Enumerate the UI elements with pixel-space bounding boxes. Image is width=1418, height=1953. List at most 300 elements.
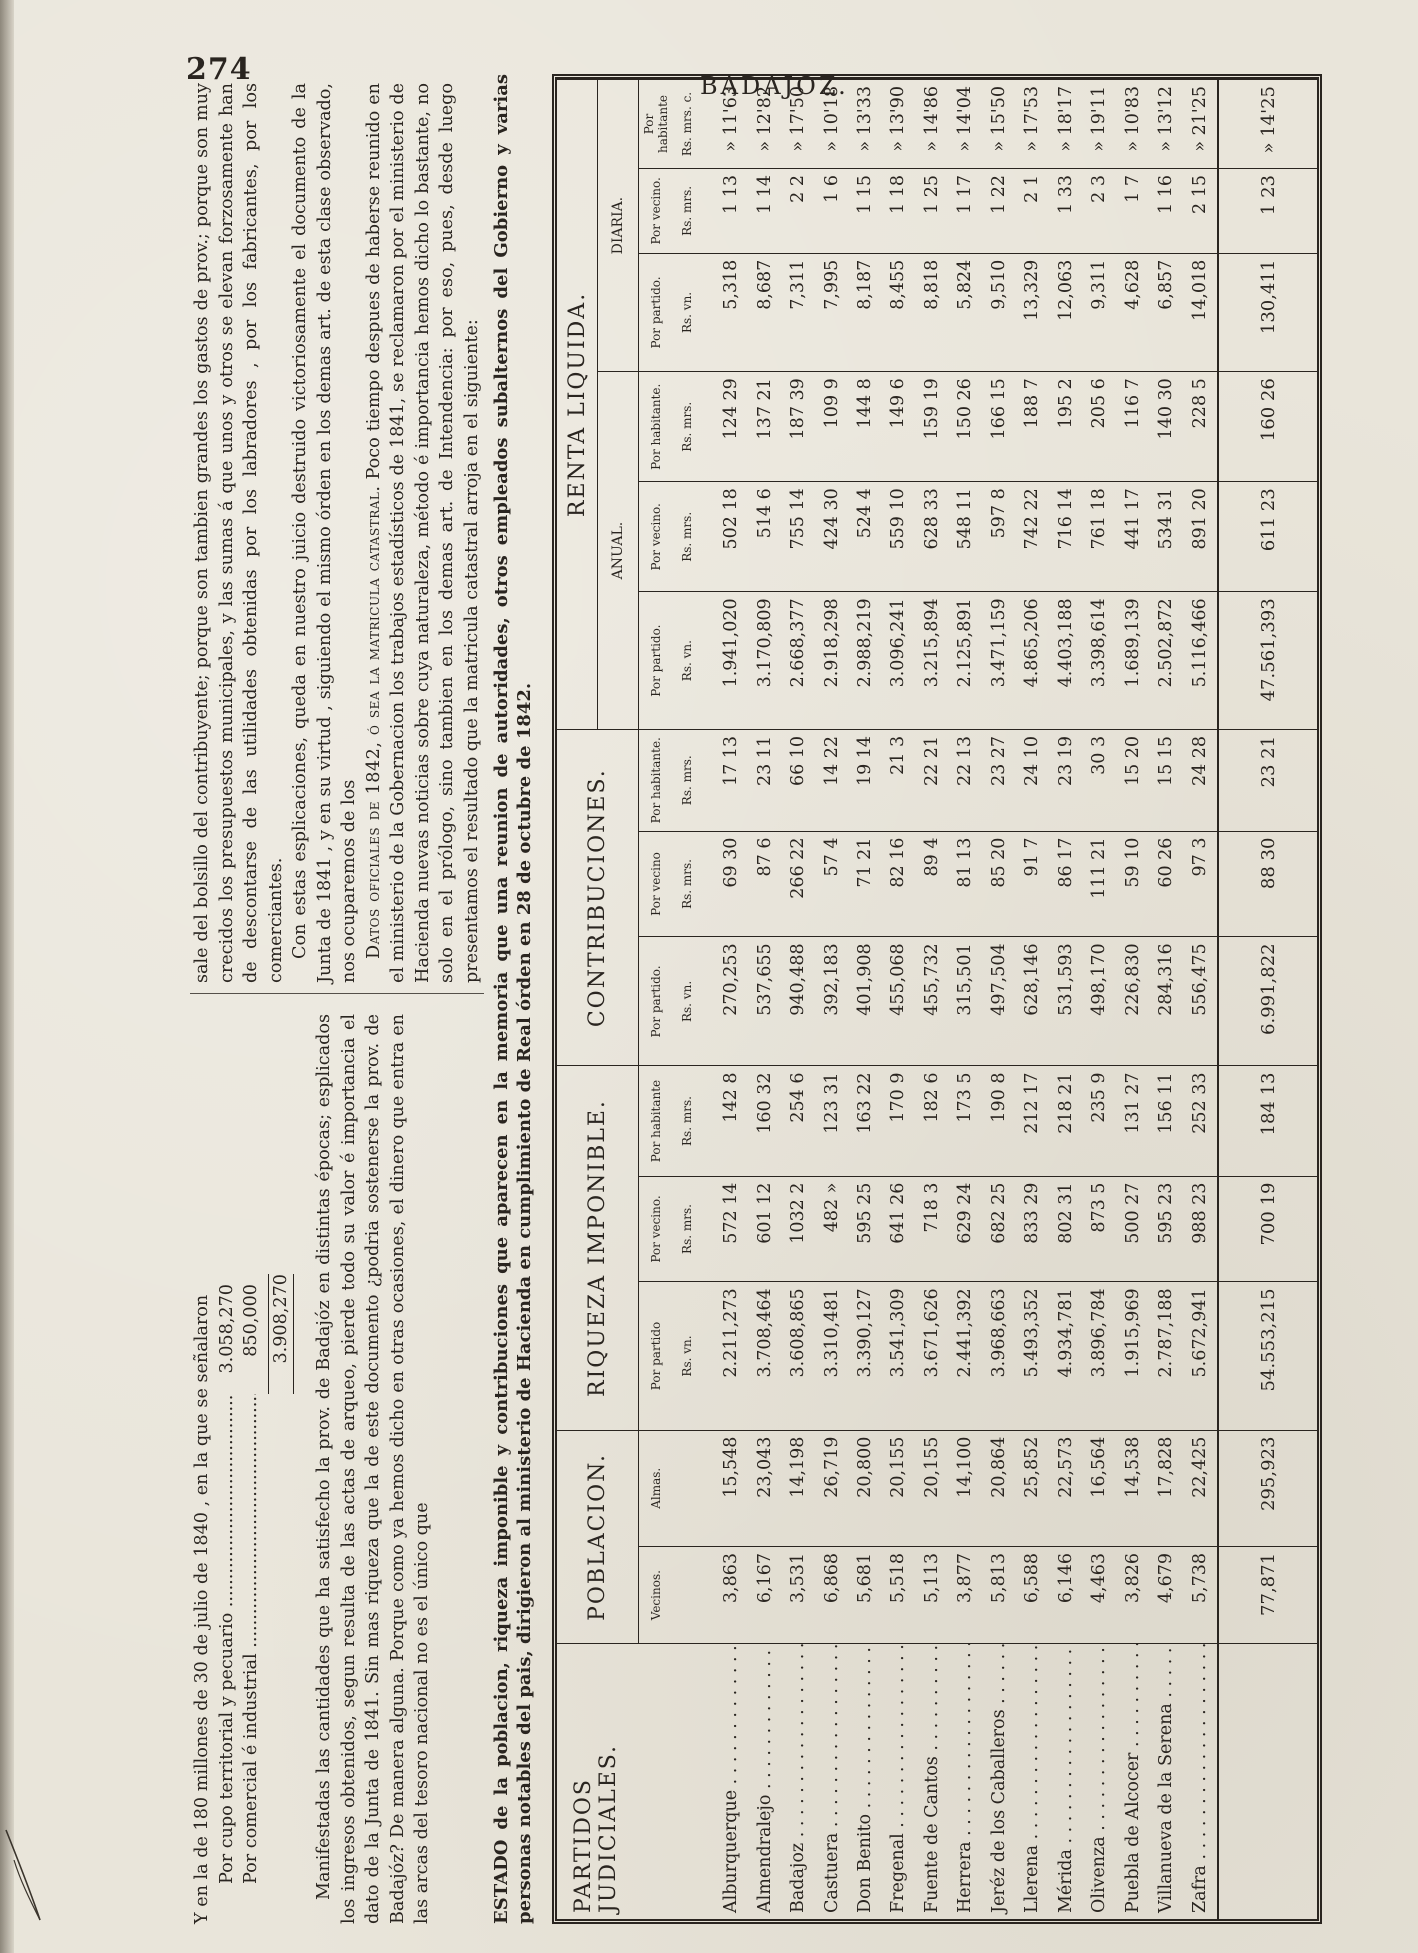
table-row	[1149, 80, 1182, 1920]
cell-con-vecino: 57 4	[815, 831, 848, 937]
estado-caption: ESTADO de la poblacion, riqueza imponible y contribuciones que aparecen en la memoria que una reunion de autoridades, otros empleados subalternos del Gobierno y varias personas notables del pais, dirigieron al ministerio de Hacienda en cumplimiento de Real órden en 28 de octubre de 1842.	[491, 74, 535, 1924]
cell-con-vecino: 82 16	[882, 831, 915, 937]
header-anual: ANUAL.	[598, 372, 639, 730]
cell-con-vecino: 266 22	[781, 831, 814, 937]
unit-rs-mrs: Rs. mrs.	[673, 729, 701, 831]
cell-di-vecino: 1 7	[1116, 169, 1149, 254]
cell-di-partido: 8,818	[915, 253, 948, 372]
total-an-partido: 47.561,393	[1218, 592, 1317, 730]
cell-riq-hab: 190 8	[982, 1066, 1015, 1176]
cell-di-hab: » 17'50	[781, 80, 814, 169]
total-di-hab: » 14'25	[1218, 80, 1317, 169]
cell-con-hab: 23 11	[748, 729, 781, 831]
cell-riq-partido: 2.211,273	[714, 1282, 747, 1430]
table-row	[781, 80, 814, 1920]
cell-con-vecino: 81 13	[949, 831, 982, 937]
cell-con-vecino: 85 20	[982, 831, 1015, 937]
cell-almas: 26,719	[815, 1430, 848, 1546]
partido-name: Fuente de Cantos . . .	[915, 1644, 948, 1919]
cell-almas: 20,800	[848, 1430, 881, 1546]
partido-name: Zafra . . .	[1183, 1644, 1218, 1919]
cell-con-hab: 23 27	[982, 729, 1015, 831]
total-riq-hab: 184 13	[1218, 1066, 1317, 1176]
cell-con-partido: 401,908	[848, 937, 881, 1066]
cell-riq-vecino: 802 31	[1049, 1176, 1082, 1282]
cell-vecinos: 5,813	[982, 1546, 1015, 1643]
cell-con-hab: 23 19	[1049, 729, 1082, 831]
cell-an-hab: 137 21	[748, 372, 781, 482]
cell-an-hab: 150 26	[949, 372, 982, 482]
cell-di-vecino: 1 17	[949, 169, 982, 254]
cell-riq-vecino: 988 23	[1183, 1176, 1218, 1282]
cell-an-vecino: 502 18	[714, 482, 747, 592]
cell-con-partido: 498,170	[1083, 937, 1116, 1066]
cell-an-hab: 140 30	[1149, 372, 1182, 482]
unit-rs-vn: Rs. vn.	[673, 592, 701, 730]
cell-di-vecino: 2 15	[1183, 169, 1218, 254]
budget-label: Por cupo territorial y pecuario .....	[215, 1394, 240, 1884]
cell-riq-partido: 1.915,969	[1116, 1282, 1149, 1430]
cell-riq-hab: 123 31	[815, 1066, 848, 1176]
cell-riq-vecino: 682 25	[982, 1176, 1015, 1282]
header-di-habitante: Por habitante	[639, 80, 674, 169]
statistics-table-frame	[552, 74, 1322, 1924]
budget-total: 3.908,270	[268, 1274, 295, 1394]
header-an-habitante: Por habitante.	[639, 372, 674, 482]
cell-di-vecino: 1 14	[748, 169, 781, 254]
cell-con-partido: 284,316	[1149, 937, 1182, 1066]
cell-an-partido: 2.502,872	[1149, 592, 1182, 730]
cell-con-hab: 21 3	[882, 729, 915, 831]
cell-di-vecino: 1 16	[1149, 169, 1182, 254]
cell-con-vecino: 97 3	[1183, 831, 1218, 937]
cell-riq-vecino: 641 26	[882, 1176, 915, 1282]
cell-riq-hab: 212 17	[1016, 1066, 1049, 1176]
budget-row	[215, 1284, 240, 1884]
unit-rs-mrs: Rs. mrs.	[673, 831, 701, 937]
cell-an-partido: 1.941,020	[714, 592, 747, 730]
cell-an-partido: 4.403,188	[1049, 592, 1082, 730]
header-contribuciones: CONTRIBUCIONES.	[557, 729, 639, 1066]
cell-an-vecino: 716 14	[1049, 482, 1082, 592]
table-row	[1016, 80, 1049, 1920]
cell-di-partido: 6,857	[1149, 253, 1182, 372]
cell-di-partido: 14,018	[1183, 253, 1218, 372]
cell-riq-hab: 160 32	[748, 1066, 781, 1176]
cell-di-hab: » 13'90	[882, 80, 915, 169]
partido-name: Olivenza . . .	[1083, 1644, 1116, 1919]
cell-an-partido: 1.689,139	[1116, 592, 1149, 730]
cell-riq-hab: 218 21	[1049, 1066, 1082, 1176]
cell-di-hab: » 18'17	[1049, 80, 1082, 169]
cell-riq-partido: 4.934,781	[1049, 1282, 1082, 1430]
cell-con-vecino: 60 26	[1149, 831, 1182, 937]
partido-name: Mérida . . .	[1049, 1644, 1082, 1919]
cell-di-partido: 12,063	[1049, 253, 1082, 372]
cell-an-vecino: 514 6	[748, 482, 781, 592]
cell-riq-vecino: 718 3	[915, 1176, 948, 1282]
cell-di-partido: 4,628	[1116, 253, 1149, 372]
cell-almas: 20,155	[882, 1430, 915, 1546]
unit-rs-mrs-c: Rs. mrs. c.	[673, 80, 701, 169]
table-row	[748, 80, 781, 1920]
cell-riq-partido: 3.896,784	[1083, 1282, 1116, 1430]
cell-riq-vecino: 1032 2	[781, 1176, 814, 1282]
rotated-content	[190, 74, 1340, 1924]
cell-di-hab: » 11'63	[714, 80, 747, 169]
cell-riq-vecino: 629 24	[949, 1176, 982, 1282]
cell-riq-hab: 142 8	[714, 1066, 747, 1176]
cell-an-partido: 3.398,614	[1083, 592, 1116, 730]
cell-an-hab: 205 6	[1083, 372, 1116, 482]
cell-con-vecino: 71 21	[848, 831, 881, 937]
header-riqueza: RIQUEZA IMPONIBLE.	[557, 1066, 639, 1430]
header-partidos: PARTIDOS JUDICIALES.	[557, 1644, 701, 1919]
header-di-partido: Por partido.	[639, 253, 674, 372]
running-head: BADAJOZ.	[700, 72, 849, 100]
total-riq-partido: 54.553,215	[1218, 1282, 1317, 1430]
cell-vecinos: 3,826	[1116, 1546, 1149, 1643]
total-riq-vecino: 700 19	[1218, 1176, 1317, 1282]
partido-name: Villanueva de la Serena . . .	[1149, 1644, 1182, 1919]
cell-an-vecino: 534 31	[1149, 482, 1182, 592]
cell-con-vecino: 86 17	[1049, 831, 1082, 937]
cell-con-partido: 556,475	[1183, 937, 1218, 1066]
cell-di-partido: 5,824	[949, 253, 982, 372]
table-row	[714, 80, 747, 1920]
cell-almas: 22,425	[1183, 1430, 1218, 1546]
cell-vecinos: 6,868	[815, 1546, 848, 1643]
header-riq-partido: Por partido	[639, 1282, 674, 1430]
table-body	[701, 80, 1317, 1920]
cell-riq-hab: 163 22	[848, 1066, 881, 1176]
cell-riq-vecino: 595 23	[1149, 1176, 1182, 1282]
cell-an-hab: 116 7	[1116, 372, 1149, 482]
cell-di-vecino: 1 33	[1049, 169, 1082, 254]
total-con-hab: 23 21	[1218, 729, 1317, 831]
partido-name: Almendralejo . . .	[748, 1644, 781, 1919]
cell-con-partido: 497,504	[982, 937, 1015, 1066]
cell-di-partido: 5,318	[714, 253, 747, 372]
cell-almas: 14,198	[781, 1430, 814, 1546]
table-row	[949, 80, 982, 1920]
cell-an-partido: 3.471,159	[982, 592, 1015, 730]
cell-di-partido: 7,995	[815, 253, 848, 372]
cell-con-hab: 14 22	[815, 729, 848, 831]
cell-di-hab: » 15'50	[982, 80, 1015, 169]
header-an-partido: Por partido.	[639, 592, 674, 730]
cell-vecinos: 4,679	[1149, 1546, 1182, 1643]
cell-riq-hab: 170 9	[882, 1066, 915, 1176]
cell-di-hab: » 14'86	[915, 80, 948, 169]
cell-con-hab: 19 14	[848, 729, 881, 831]
cell-an-vecino: 524 4	[848, 482, 881, 592]
header-riq-vecino: Por vecino.	[639, 1176, 674, 1282]
partido-name: Llerena . . .	[1016, 1644, 1049, 1919]
cell-riq-partido: 3.310,481	[815, 1282, 848, 1430]
cell-vecinos: 3,531	[781, 1546, 814, 1643]
cell-con-vecino: 89 4	[915, 831, 948, 937]
cell-di-vecino: 1 13	[714, 169, 747, 254]
cell-riq-hab: 182 6	[915, 1066, 948, 1176]
cell-an-hab: 166 15	[982, 372, 1015, 482]
cell-vecinos: 6,167	[748, 1546, 781, 1643]
cell-riq-vecino: 595 25	[848, 1176, 881, 1282]
table-row	[1049, 80, 1082, 1920]
partido-name: Badajoz . . .	[781, 1644, 814, 1919]
total-an-hab: 160 26	[1218, 372, 1317, 482]
cell-riq-partido: 2.441,392	[949, 1282, 982, 1430]
cell-con-partido: 455,068	[882, 937, 915, 1066]
cell-an-partido: 2.988,219	[848, 592, 881, 730]
cell-vecinos: 5,681	[848, 1546, 881, 1643]
cell-an-vecino: 441 17	[1116, 482, 1149, 592]
paragraph-explicaciones: Con estas esplicaciones, queda en nuestro juicio destruido victoriosamente el documento de la Junta de 1841 , y en su virtud , siguiendo el mismo órden en los demas art. de esta clase observado, nos ocuparemos de los	[290, 83, 359, 983]
cell-vecinos: 6,146	[1049, 1546, 1082, 1643]
cell-riq-hab: 131 27	[1116, 1066, 1149, 1176]
unit-rs-mrs: Rs. mrs.	[673, 372, 701, 482]
cell-di-hab: » 17'53	[1016, 80, 1049, 169]
cell-di-partido: 7,311	[781, 253, 814, 372]
header-poblacion: POBLACION.	[557, 1430, 639, 1644]
cell-almas: 23,043	[748, 1430, 781, 1546]
margin-pencil-mark	[0, 1820, 80, 1940]
cell-vecinos: 3,877	[949, 1546, 982, 1643]
cell-con-hab: 15 20	[1116, 729, 1149, 831]
statistics-table	[557, 79, 1317, 1919]
header-vecinos: Vecinos.	[639, 1546, 674, 1643]
cell-vecinos: 5,738	[1183, 1546, 1218, 1643]
cell-con-hab: 15 15	[1149, 729, 1182, 831]
cell-di-partido: 8,687	[748, 253, 781, 372]
header-con-partido: Por partido.	[639, 937, 674, 1066]
cell-an-partido: 4.865,206	[1016, 592, 1049, 730]
cell-riq-vecino: 572 14	[714, 1176, 747, 1282]
cell-an-vecino: 424 30	[815, 482, 848, 592]
cell-con-hab: 66 10	[781, 729, 814, 831]
paragraph-datos-oficiales	[362, 83, 485, 983]
cell-an-hab: 228 5	[1183, 372, 1218, 482]
cell-almas: 15,548	[714, 1430, 747, 1546]
cell-di-hab: » 13'33	[848, 80, 881, 169]
header-renta: RENTA LIQUIDA.	[557, 80, 598, 730]
cell-an-hab: 187 39	[781, 372, 814, 482]
budget-label: Por comercial é industrial .....	[239, 1394, 264, 1884]
cell-di-vecino: 1 22	[982, 169, 1015, 254]
cell-con-hab: 22 21	[915, 729, 948, 831]
cell-almas: 25,852	[1016, 1430, 1049, 1546]
partido-name: Jeréz de los Caballeros . . .	[982, 1644, 1015, 1919]
total-almas: 295,923	[1218, 1430, 1317, 1546]
unit-rs-vn: Rs. vn.	[673, 1282, 701, 1430]
cell-almas: 17,828	[1149, 1430, 1182, 1546]
cell-con-hab: 24 10	[1016, 729, 1049, 831]
table-row	[882, 80, 915, 1920]
cell-an-partido: 2.668,377	[781, 592, 814, 730]
cell-con-partido: 537,655	[748, 937, 781, 1066]
table-row	[1183, 80, 1218, 1920]
partido-name: Alburquerque . . .	[714, 1644, 747, 1919]
header-di-vecino: Por vecino.	[639, 169, 674, 254]
cell-di-partido: 9,510	[982, 253, 1015, 372]
totals-row	[1218, 80, 1317, 1920]
cell-di-vecino: 1 15	[848, 169, 881, 254]
cell-di-vecino: 2 2	[781, 169, 814, 254]
cell-an-vecino: 742 22	[1016, 482, 1049, 592]
cell-con-hab: 17 13	[714, 729, 747, 831]
cell-di-vecino: 1 25	[915, 169, 948, 254]
binding-shadow	[0, 0, 14, 1953]
intro-line: Y en la de 180 millones de 30 de julio de 1840 , en la que se señalaron	[192, 1294, 212, 1924]
cell-almas: 14,100	[949, 1430, 982, 1546]
table-row	[815, 80, 848, 1920]
cell-riq-vecino: 482 »	[815, 1176, 848, 1282]
cell-con-vecino: 59 10	[1116, 831, 1149, 937]
partido-name: Fregenal . . .	[882, 1644, 915, 1919]
cell-an-hab: 149 6	[882, 372, 915, 482]
total-con-vecino: 88 30	[1218, 831, 1317, 937]
table-row	[1116, 80, 1149, 1920]
unit-rs-mrs: Rs. mrs.	[673, 1066, 701, 1176]
cell-an-hab: 124 29	[714, 372, 747, 482]
cell-riq-partido: 3.968,663	[982, 1282, 1015, 1430]
cell-riq-partido: 2.787,188	[1149, 1282, 1182, 1430]
cell-con-hab: 24 28	[1183, 729, 1218, 831]
cell-almas: 14,538	[1116, 1430, 1149, 1546]
cell-an-vecino: 559 10	[882, 482, 915, 592]
table-row	[982, 80, 1015, 1920]
cell-riq-partido: 3.671,626	[915, 1282, 948, 1430]
cell-almas: 20,155	[915, 1430, 948, 1546]
budget-row	[239, 1284, 264, 1884]
total-con-partido: 6.991,822	[1218, 937, 1317, 1066]
cell-an-partido: 2.125,891	[949, 592, 982, 730]
partido-name: Herrera . . .	[949, 1644, 982, 1919]
cell-an-vecino: 548 11	[949, 482, 982, 592]
cell-an-hab: 159 19	[915, 372, 948, 482]
cell-di-vecino: 2 1	[1016, 169, 1049, 254]
cell-riq-partido: 5.493,352	[1016, 1282, 1049, 1430]
cell-di-hab: » 10'83	[1116, 80, 1149, 169]
cell-di-partido: 8,455	[882, 253, 915, 372]
total-vecinos: 77,871	[1218, 1546, 1317, 1643]
cell-an-vecino: 891 20	[1183, 482, 1218, 592]
cell-con-partido: 628,146	[1016, 937, 1049, 1066]
partido-name: Don Benito . . .	[848, 1644, 881, 1919]
cell-riq-partido: 3.608,865	[781, 1282, 814, 1430]
cell-di-partido: 8,187	[848, 253, 881, 372]
cell-an-vecino: 628 33	[915, 482, 948, 592]
cell-an-partido: 3.096,241	[882, 592, 915, 730]
cell-di-hab: » 10'18	[815, 80, 848, 169]
cell-riq-hab: 254 6	[781, 1066, 814, 1176]
cell-di-vecino: 2 3	[1083, 169, 1116, 254]
cell-vecinos: 6,588	[1016, 1546, 1049, 1643]
cell-an-vecino: 597 8	[982, 482, 1015, 592]
cell-di-partido: 13,329	[1016, 253, 1049, 372]
header-an-vecino: Por vecino.	[639, 482, 674, 592]
partido-name: Castuera . . .	[815, 1644, 848, 1919]
cell-an-hab: 144 8	[848, 372, 881, 482]
unit-rs-vn: Rs. vn.	[673, 253, 701, 372]
table-row	[848, 80, 881, 1920]
cell-con-partido: 940,488	[781, 937, 814, 1066]
cell-di-hab: » 14'04	[949, 80, 982, 169]
cell-riq-partido: 3.390,127	[848, 1282, 881, 1430]
paragraph-manifestadas: Manifestadas las cantidades que ha satisfecho la prov. de Badajóz en distintas épocas; esplicados los ingresos obtenidos, segun resulta de las actas de arqueo, pierde todo su valor é importancia el dato de la Junta de 1841. Sin mas riqueza que la de este documento ¿podria sostenerse la prov. de Badajóz? De manera alguna. Porque como ya hemos dicho en otras ocasiones, el dinero que entra en las arcas del tesoro nacional no es el único que	[314, 1014, 432, 1924]
cell-con-partido: 270,253	[714, 937, 747, 1066]
cell-vecinos: 4,463	[1083, 1546, 1116, 1643]
budget-value: 3.058,270	[216, 1284, 237, 1374]
header-almas: Almas.	[639, 1430, 674, 1546]
total-di-partido: 130,411	[1218, 253, 1317, 372]
cell-almas: 20,864	[982, 1430, 1015, 1546]
cell-con-partido: 455,732	[915, 937, 948, 1066]
table-row	[915, 80, 948, 1920]
cell-con-vecino: 69 30	[714, 831, 747, 937]
cell-di-hab: » 13'12	[1149, 80, 1182, 169]
cell-an-hab: 188 7	[1016, 372, 1049, 482]
cell-con-hab: 30 3	[1083, 729, 1116, 831]
cell-con-partido: 531,593	[1049, 937, 1082, 1066]
body-text	[190, 74, 610, 1924]
cell-an-partido: 2.918,298	[815, 592, 848, 730]
cell-con-hab: 22 13	[949, 729, 982, 831]
cell-riq-vecino: 601 12	[748, 1176, 781, 1282]
cell-di-hab: » 12'82	[748, 80, 781, 169]
paragraph-datos-text: Poco tiempo despues de haberse reunido en el ministerio de la Gobernacion los trabajos estadísticos de 1841, se reclamaron por el ministerio de Hacienda nuevas noticias sobre cuya naturaleza, método é importancia hemos dicho lo bastante, no solo en el prólogo, sino tambien en los demas art. de Intendencia: por eso, pues, desde luego presentamos el resultado que la matricula catastral arroja en el siguiente:	[363, 83, 482, 983]
header-con-habitante: Por habitante.	[639, 729, 674, 831]
cell-di-vecino: 1 18	[882, 169, 915, 254]
header-diaria: DIARIA.	[598, 80, 639, 372]
budget-value: 850,000	[241, 1284, 261, 1357]
cell-an-partido: 5.116,466	[1183, 592, 1218, 730]
cell-con-vecino: 87 6	[748, 831, 781, 937]
cell-riq-hab: 235 9	[1083, 1066, 1116, 1176]
cell-an-vecino: 761 18	[1083, 482, 1116, 592]
page-number: 274	[186, 52, 252, 87]
cell-riq-partido: 5.672,941	[1183, 1282, 1218, 1430]
cell-riq-vecino: 873 5	[1083, 1176, 1116, 1282]
cell-an-vecino: 755 14	[781, 482, 814, 592]
cell-riq-hab: 252 33	[1183, 1066, 1218, 1176]
left-column	[190, 1014, 435, 1924]
cell-vecinos: 5,113	[915, 1546, 948, 1643]
cell-di-vecino: 1 6	[815, 169, 848, 254]
partido-name: Puebla de Alcocer . . .	[1116, 1644, 1149, 1919]
unit-rs-mrs: Rs. mrs.	[673, 1176, 701, 1282]
header-con-vecino: Por vecino	[639, 831, 674, 937]
unit-rs-vn: Rs. vn.	[673, 937, 701, 1066]
cell-vecinos: 3,863	[714, 1546, 747, 1643]
cell-con-vecino: 111 21	[1083, 831, 1116, 937]
cell-riq-partido: 3.708,464	[748, 1282, 781, 1430]
cell-di-hab: » 19'11	[1083, 80, 1116, 169]
right-column	[190, 83, 484, 994]
cell-an-hab: 109 9	[815, 372, 848, 482]
cell-almas: 16,564	[1083, 1430, 1116, 1546]
cell-con-partido: 392,183	[815, 937, 848, 1066]
cell-di-partido: 9,311	[1083, 253, 1116, 372]
cell-riq-hab: 156 11	[1149, 1066, 1182, 1176]
header-riq-habitante: Por habitante	[639, 1066, 674, 1176]
cell-riq-vecino: 833 29	[1016, 1176, 1049, 1282]
cell-riq-partido: 3.541,309	[882, 1282, 915, 1430]
cell-vecinos: 5,518	[882, 1546, 915, 1643]
cell-almas: 22,573	[1049, 1430, 1082, 1546]
table-row	[1083, 80, 1116, 1920]
cell-riq-vecino: 500 27	[1116, 1176, 1149, 1282]
